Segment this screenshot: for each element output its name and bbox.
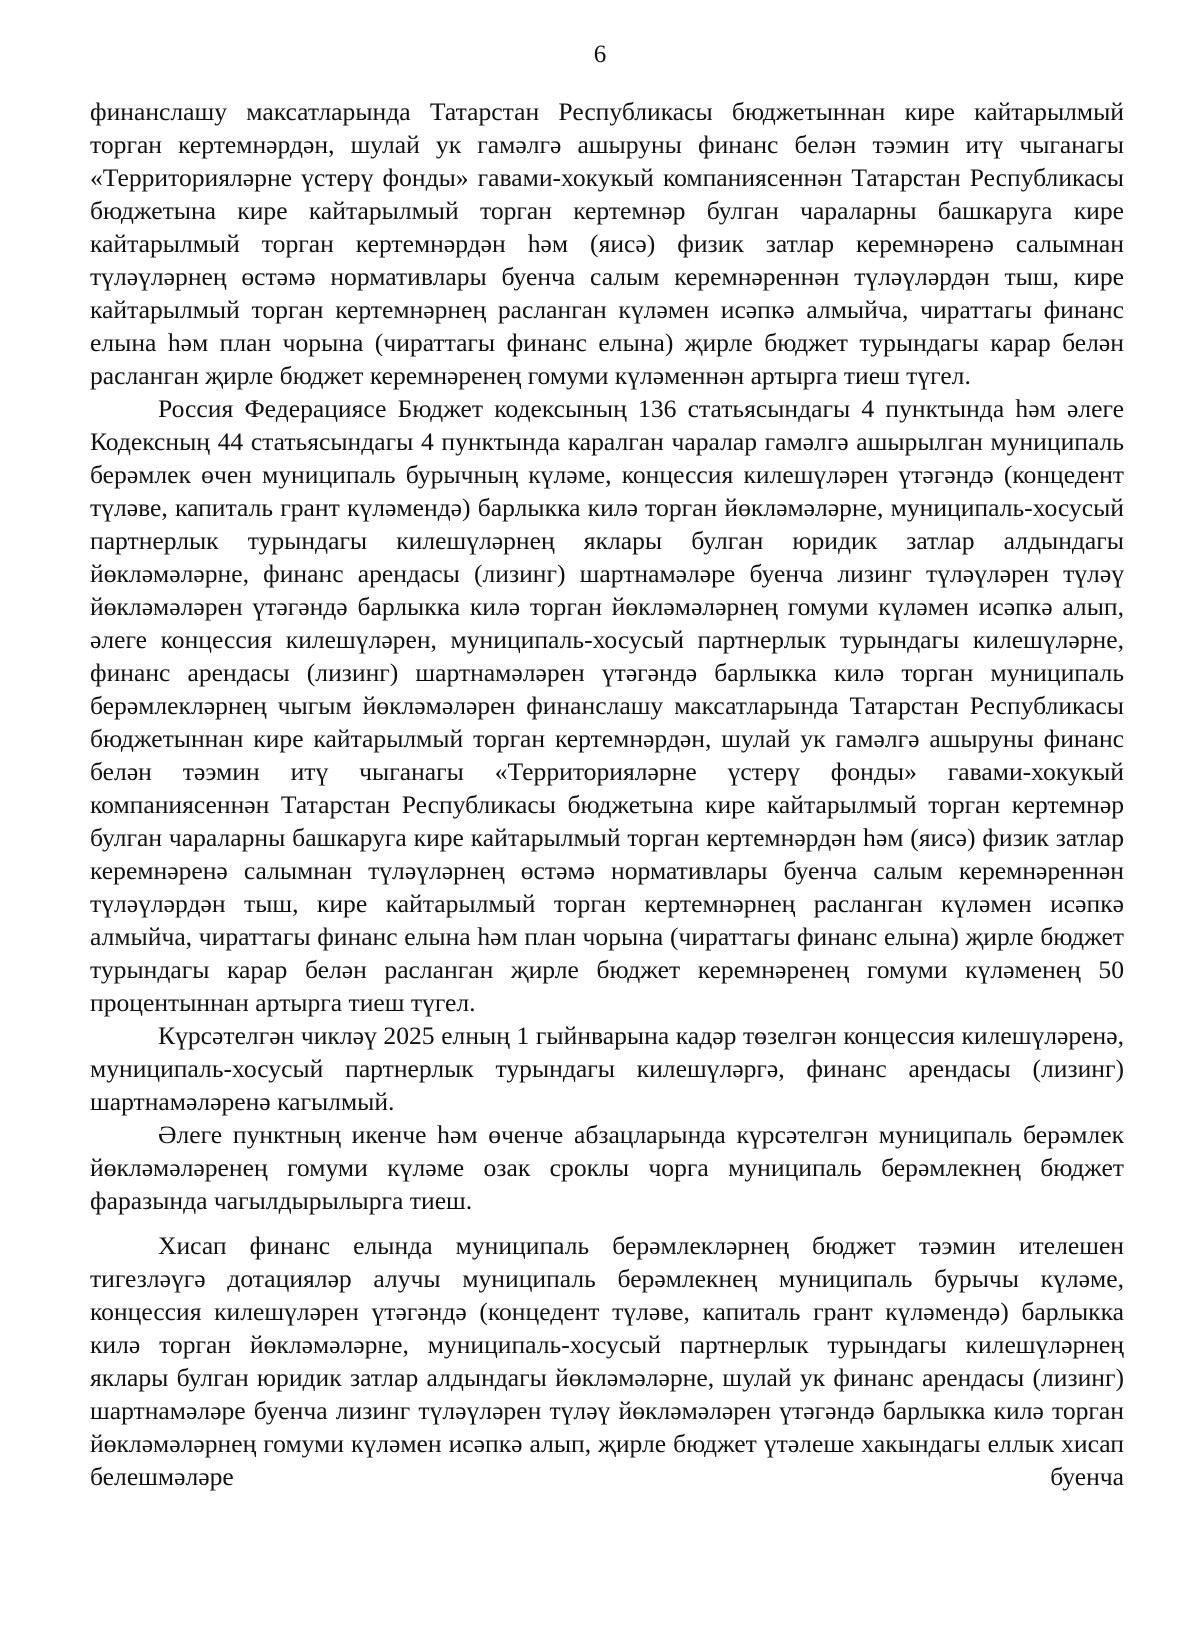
paragraph-debt-limit: Россия Федерациясе Бюджет кодексының 136 статьясындагы 4 пунктында һәм әлеге Кодексның 44 статьясындагы 4 пунктында каралган чаралар гамәлгә ашырылган муниципаль берәмлек өчен муниципаль бурычның күләме, концессия килешүләрен үтәгәндә (концедент түләве, капиталь грант күләмендә) барлыкка килә торган йөкләмәләрне, муниципаль-хосусый партнерлык турындагы килешүләрнең яклары булган юридик затлар алдындагы йөкләмәләрне, финанс арендасы (лизинг) шартнамәләре буенча лизинг түләүләрен түләү йөкләмәләрен үтәгәндә барлыкка килә торган йөкләмәләрнең гомуми күләмен исәпкә алып, әлеге концессия килешүләрен, муниципаль-хосусый партнерлык турындагы килешүләрне, финанс арендасы (лизинг) шартнамәләрен үтәгәндә барлыкка килә торган муниципаль берәмлекләрнең чыгым йөкләмәләрен финанслашу максатларында Татарстан Республикасы бюджетыннан кире кайтарылмый торган кертемнәрдән, шулай ук гамәлгә ашыруны финанс белән тәэмин итү чыганагы «Территорияләрне үстерү фонды» гавами-хокукый компаниясеннән Татарстан Республикасы бюджетына кире кайтарылмый торган кертемнәр булган чараларны башкаруга кире кайтарылмый торган кертемнәрдән һәм (яисә) физик затлар керемнәренә салымнан түләүләрнең өстәмә нормативлары буенча салым керемнәреннән түләүләрдән тыш, кире кайтарылмый торган кертемнәрнең расланган күләмен исәпкә алмыйча, чираттагы финанс елына һәм план чорына (чираттагы финанс елына) җирле бюджет турындагы карар белән расланган җирле бюджет керемнәренең гомуми күләменең 50 процентыннан артырга тиеш түгел.: [90, 394, 1124, 1017]
paragraph-continued: финанслашу максатларында Татарстан Республикасы бюджетыннан кире кайтарылмый торган кертемнәрдән, шулай ук гамәлгә ашыруны финанс белән тәэмин итү чыганагы «Территорияләрне үстерү фонды» гавами-хокукый компаниясеннән Татарстан Республикасы бюджетына кире кайтарылмый торган кертемнәр булган чараларны башкаруга кире кайтарылмый торган кертемнәрдән һәм (яисә) физик затлар керемнәренә салымнан түләүләрнең өстәмә нормативлары буенча салым керемнәреннән түләүләрдән тыш, кире кайтарылмый торган кертемнәрнең расланган күләмен исәпкә алмыйча, чираттагы финанс елына һәм план чорына (чираттагы финанс елына) җирле бюджет турындагы карар белән расланган җирле бюджет керемнәренең гомуми күләменнән артырга тиеш түгел.: [90, 97, 1124, 390]
paragraph-long-term-forecast: Әлеге пунктның икенче һәм өченче абзацларында күрсәтелгән муниципаль берәмлек йөкләмәләренең гомуми күләме озак сроклы чорга муниципаль берәмлекнең бюджет фаразында чагылдырылырга тиеш.: [90, 1120, 1124, 1215]
document-body: [90, 95, 1124, 1493]
page-number: 6: [593, 41, 607, 68]
paragraph-subsidized-municipality: Хисап финанс елында муниципаль берәмлекләрнең бюджет тәэмин ителешен тигезләүгә дотацияләр алучы муниципаль берәмлекнең муниципаль бурычы күләме, концессия килешүләрен үтәгәндә (концедент түләве, капиталь грант күләмендә) барлыкка килә торган йөкләмәләрне, муниципаль-хосусый партнерлык турындагы килешүләрнең яклары булган юридик затлар алдындагы йөкләмәләрне, шулай ук финанс арендасы (лизинг) шартнамәләре буенча лизинг түләүләрен түләү йөкләмәләрен үтәгәндә барлыкка килә торган йөкләмәләрнең гомуми күләмен исәпкә алып, җирле бюджет үтәлеше хакындагы еллык хисап белешмәләре буенча: [90, 1231, 1124, 1491]
paragraph-restriction-exemption: Күрсәтелгән чикләү 2025 елның 1 гыйнварына кадәр төзелгән концессия килешүләренә, муниципаль-хосусый партнерлык турындагы килешүләргә, финанс арендасы (лизинг) шартнамәләренә кагылмый.: [90, 1021, 1124, 1116]
